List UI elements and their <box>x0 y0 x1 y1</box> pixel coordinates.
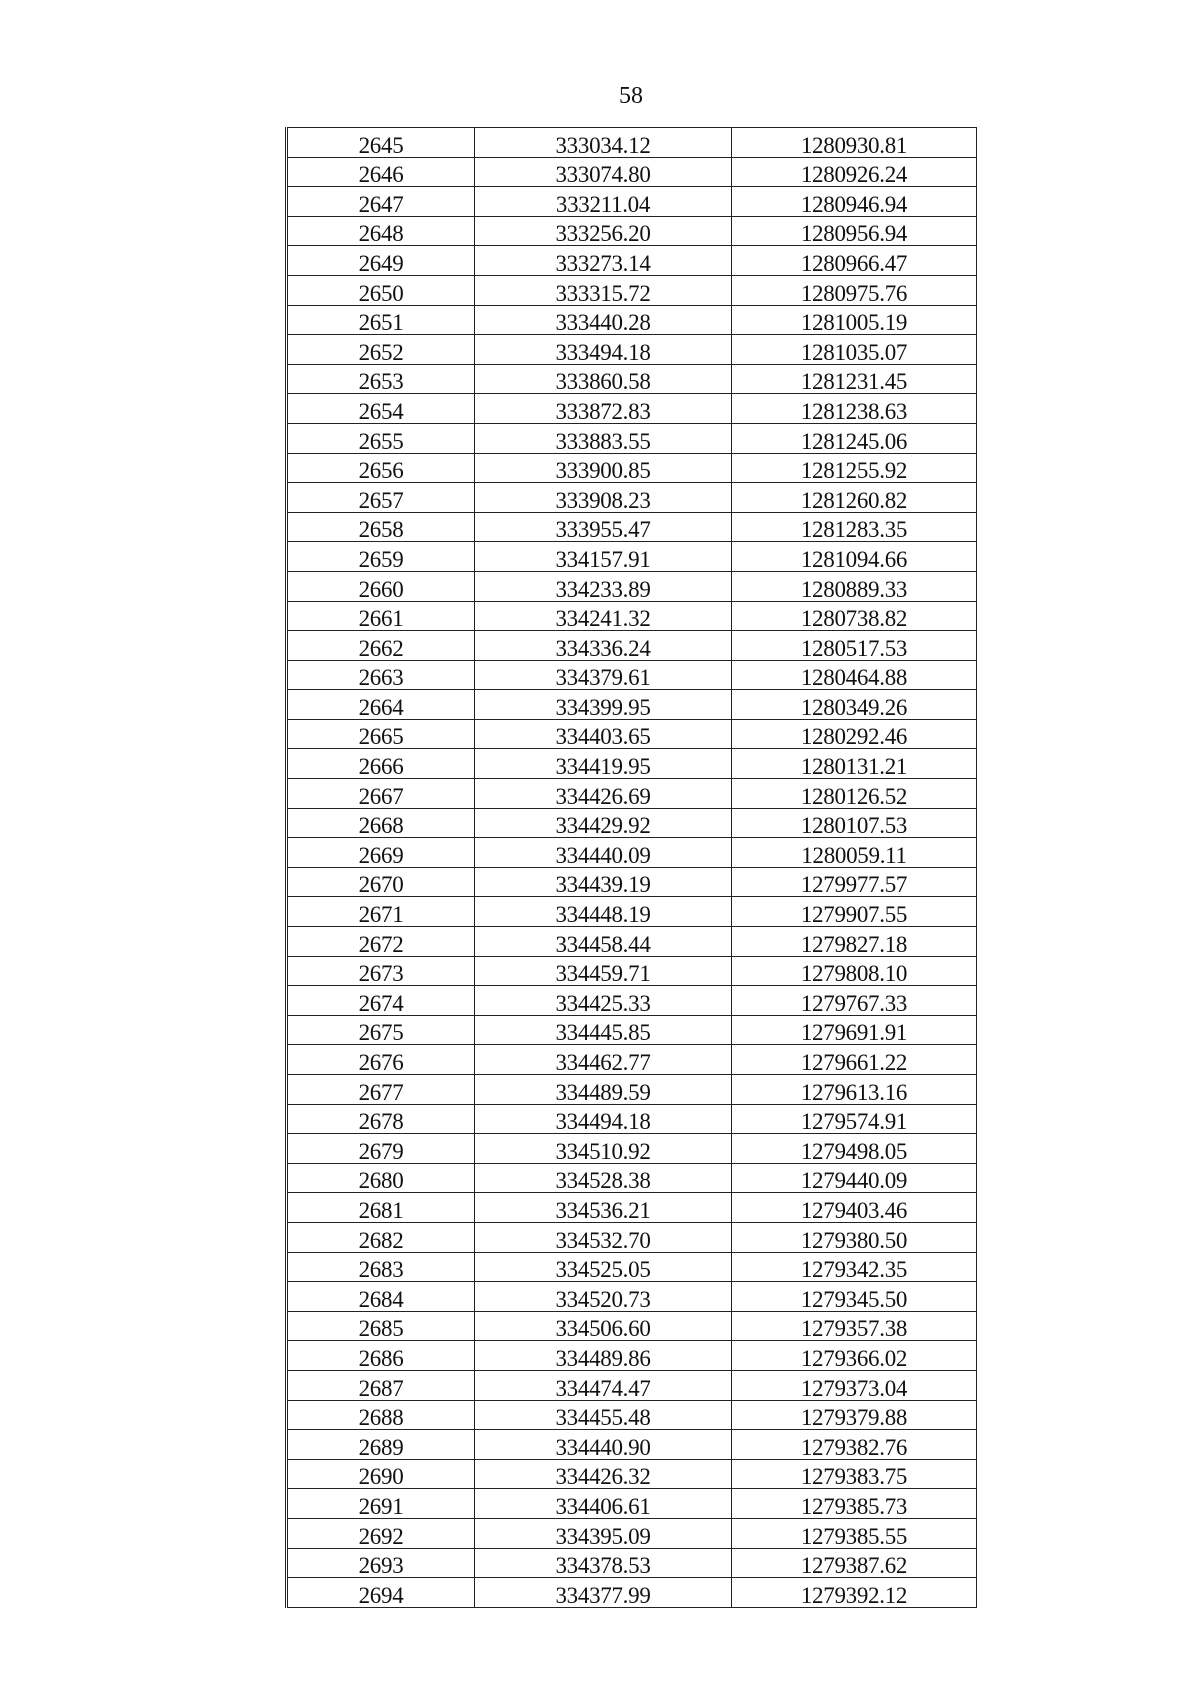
y-coordinate-cell: 1280292.46 <box>732 719 977 749</box>
point-number-cell: 2670 <box>287 867 475 897</box>
x-coordinate-cell: 334241.32 <box>475 601 732 631</box>
x-coordinate-cell: 333315.72 <box>475 275 732 305</box>
y-coordinate-cell: 1279661.22 <box>732 1045 977 1075</box>
x-coordinate-cell: 334379.61 <box>475 660 732 690</box>
point-number-cell: 2685 <box>287 1311 475 1341</box>
y-coordinate-cell: 1279380.50 <box>732 1222 977 1252</box>
x-coordinate-cell: 334425.33 <box>475 986 732 1016</box>
coordinates-table <box>285 127 977 1608</box>
x-coordinate-cell: 334528.38 <box>475 1163 732 1193</box>
y-coordinate-cell: 1279498.05 <box>732 1134 977 1164</box>
x-coordinate-cell: 334474.47 <box>475 1370 732 1400</box>
y-coordinate-cell: 1280956.94 <box>732 216 977 246</box>
x-coordinate-cell: 334403.65 <box>475 719 732 749</box>
y-coordinate-cell: 1279383.75 <box>732 1459 977 1489</box>
x-coordinate-cell: 334536.21 <box>475 1193 732 1223</box>
table-row <box>287 631 977 661</box>
point-number-cell: 2666 <box>287 749 475 779</box>
table-row <box>287 601 977 631</box>
table-row <box>287 1045 977 1075</box>
x-coordinate-cell: 334395.09 <box>475 1518 732 1548</box>
point-number-cell: 2686 <box>287 1341 475 1371</box>
x-coordinate-cell: 333034.12 <box>475 128 732 158</box>
x-coordinate-cell: 333908.23 <box>475 483 732 513</box>
y-coordinate-cell: 1279382.76 <box>732 1430 977 1460</box>
point-number-cell: 2662 <box>287 631 475 661</box>
y-coordinate-cell: 1279403.46 <box>732 1193 977 1223</box>
y-coordinate-cell: 1279379.88 <box>732 1400 977 1430</box>
y-coordinate-cell: 1279907.55 <box>732 897 977 927</box>
point-number-cell: 2658 <box>287 512 475 542</box>
table-row <box>287 305 977 335</box>
y-coordinate-cell: 1281245.06 <box>732 423 977 453</box>
point-number-cell: 2677 <box>287 1075 475 1105</box>
table-row <box>287 275 977 305</box>
table-row <box>287 1193 977 1223</box>
table-row <box>287 1341 977 1371</box>
y-coordinate-cell: 1281094.66 <box>732 542 977 572</box>
x-coordinate-cell: 334419.95 <box>475 749 732 779</box>
y-coordinate-cell: 1280926.24 <box>732 157 977 187</box>
table-row <box>287 1134 977 1164</box>
x-coordinate-cell: 333860.58 <box>475 364 732 394</box>
y-coordinate-cell: 1279357.38 <box>732 1311 977 1341</box>
y-coordinate-cell: 1281283.35 <box>732 512 977 542</box>
point-number-cell: 2663 <box>287 660 475 690</box>
x-coordinate-cell: 334494.18 <box>475 1104 732 1134</box>
x-coordinate-cell: 334462.77 <box>475 1045 732 1075</box>
x-coordinate-cell: 334439.19 <box>475 867 732 897</box>
table-row <box>287 1163 977 1193</box>
point-number-cell: 2669 <box>287 838 475 868</box>
table-row <box>287 808 977 838</box>
x-coordinate-cell: 334448.19 <box>475 897 732 927</box>
table-row <box>287 1459 977 1489</box>
point-number-cell: 2650 <box>287 275 475 305</box>
point-number-cell: 2684 <box>287 1282 475 1312</box>
point-number-cell: 2673 <box>287 956 475 986</box>
x-coordinate-cell: 334399.95 <box>475 690 732 720</box>
y-coordinate-cell: 1280126.52 <box>732 779 977 809</box>
x-coordinate-cell: 334532.70 <box>475 1222 732 1252</box>
table-row <box>287 157 977 187</box>
x-coordinate-cell: 334455.48 <box>475 1400 732 1430</box>
x-coordinate-cell: 333256.20 <box>475 216 732 246</box>
point-number-cell: 2683 <box>287 1252 475 1282</box>
x-coordinate-cell: 334506.60 <box>475 1311 732 1341</box>
point-number-cell: 2656 <box>287 453 475 483</box>
point-number-cell: 2661 <box>287 601 475 631</box>
table-row <box>287 660 977 690</box>
x-coordinate-cell: 333273.14 <box>475 246 732 276</box>
table-row <box>287 1282 977 1312</box>
table-row <box>287 838 977 868</box>
table-row <box>287 246 977 276</box>
y-coordinate-cell: 1279387.62 <box>732 1548 977 1578</box>
table-row <box>287 719 977 749</box>
y-coordinate-cell: 1281260.82 <box>732 483 977 513</box>
x-coordinate-cell: 333900.85 <box>475 453 732 483</box>
point-number-cell: 2691 <box>287 1489 475 1519</box>
table-row <box>287 1578 977 1608</box>
table-row <box>287 216 977 246</box>
x-coordinate-cell: 334458.44 <box>475 927 732 957</box>
y-coordinate-cell: 1280131.21 <box>732 749 977 779</box>
table-row <box>287 1252 977 1282</box>
point-number-cell: 2675 <box>287 1015 475 1045</box>
point-number-cell: 2655 <box>287 423 475 453</box>
x-coordinate-cell: 333955.47 <box>475 512 732 542</box>
page-number: 58 <box>619 83 643 109</box>
x-coordinate-cell: 334426.32 <box>475 1459 732 1489</box>
point-number-cell: 2645 <box>287 128 475 158</box>
table-row <box>287 956 977 986</box>
y-coordinate-cell: 1280738.82 <box>732 601 977 631</box>
table-row <box>287 986 977 1016</box>
point-number-cell: 2689 <box>287 1430 475 1460</box>
y-coordinate-cell: 1279574.91 <box>732 1104 977 1134</box>
point-number-cell: 2648 <box>287 216 475 246</box>
y-coordinate-cell: 1281238.63 <box>732 394 977 424</box>
y-coordinate-cell: 1279613.16 <box>732 1075 977 1105</box>
table-row <box>287 1489 977 1519</box>
table-row <box>287 364 977 394</box>
point-number-cell: 2652 <box>287 335 475 365</box>
point-number-cell: 2665 <box>287 719 475 749</box>
y-coordinate-cell: 1279373.04 <box>732 1370 977 1400</box>
x-coordinate-cell: 333440.28 <box>475 305 732 335</box>
point-number-cell: 2647 <box>287 187 475 217</box>
point-number-cell: 2649 <box>287 246 475 276</box>
x-coordinate-cell: 334445.85 <box>475 1015 732 1045</box>
table-row <box>287 335 977 365</box>
point-number-cell: 2678 <box>287 1104 475 1134</box>
table-row <box>287 927 977 957</box>
table-row <box>287 1430 977 1460</box>
table-row <box>287 394 977 424</box>
y-coordinate-cell: 1280349.26 <box>732 690 977 720</box>
table-row <box>287 187 977 217</box>
point-number-cell: 2693 <box>287 1548 475 1578</box>
table-row <box>287 1104 977 1134</box>
y-coordinate-cell: 1281255.92 <box>732 453 977 483</box>
table-row <box>287 1548 977 1578</box>
point-number-cell: 2679 <box>287 1134 475 1164</box>
point-number-cell: 2660 <box>287 571 475 601</box>
point-number-cell: 2674 <box>287 986 475 1016</box>
x-coordinate-cell: 334426.69 <box>475 779 732 809</box>
y-coordinate-cell: 1280930.81 <box>732 128 977 158</box>
x-coordinate-cell: 333494.18 <box>475 335 732 365</box>
x-coordinate-cell: 334377.99 <box>475 1578 732 1608</box>
table-row <box>287 571 977 601</box>
table-row <box>287 1311 977 1341</box>
x-coordinate-cell: 334525.05 <box>475 1252 732 1282</box>
point-number-cell: 2659 <box>287 542 475 572</box>
point-number-cell: 2646 <box>287 157 475 187</box>
y-coordinate-cell: 1281005.19 <box>732 305 977 335</box>
point-number-cell: 2664 <box>287 690 475 720</box>
x-coordinate-cell: 334406.61 <box>475 1489 732 1519</box>
table-row <box>287 690 977 720</box>
y-coordinate-cell: 1279392.12 <box>732 1578 977 1608</box>
x-coordinate-cell: 334429.92 <box>475 808 732 838</box>
y-coordinate-cell: 1280059.11 <box>732 838 977 868</box>
x-coordinate-cell: 334336.24 <box>475 631 732 661</box>
point-number-cell: 2654 <box>287 394 475 424</box>
y-coordinate-cell: 1279366.02 <box>732 1341 977 1371</box>
table-row <box>287 1400 977 1430</box>
x-coordinate-cell: 334440.09 <box>475 838 732 868</box>
y-coordinate-cell: 1279385.55 <box>732 1518 977 1548</box>
table-row <box>287 512 977 542</box>
point-number-cell: 2651 <box>287 305 475 335</box>
table-row <box>287 483 977 513</box>
x-coordinate-cell: 334489.86 <box>475 1341 732 1371</box>
point-number-cell: 2687 <box>287 1370 475 1400</box>
point-number-cell: 2668 <box>287 808 475 838</box>
x-coordinate-cell: 333872.83 <box>475 394 732 424</box>
y-coordinate-cell: 1279808.10 <box>732 956 977 986</box>
table-row <box>287 423 977 453</box>
point-number-cell: 2671 <box>287 897 475 927</box>
table-row <box>287 749 977 779</box>
point-number-cell: 2688 <box>287 1400 475 1430</box>
point-number-cell: 2676 <box>287 1045 475 1075</box>
y-coordinate-cell: 1279345.50 <box>732 1282 977 1312</box>
point-number-cell: 2692 <box>287 1518 475 1548</box>
y-coordinate-cell: 1280889.33 <box>732 571 977 601</box>
table-row <box>287 1518 977 1548</box>
x-coordinate-cell: 334520.73 <box>475 1282 732 1312</box>
point-number-cell: 2667 <box>287 779 475 809</box>
point-number-cell: 2690 <box>287 1459 475 1489</box>
y-coordinate-cell: 1279827.18 <box>732 927 977 957</box>
x-coordinate-cell: 334233.89 <box>475 571 732 601</box>
x-coordinate-cell: 333211.04 <box>475 187 732 217</box>
y-coordinate-cell: 1280107.53 <box>732 808 977 838</box>
point-number-cell: 2682 <box>287 1222 475 1252</box>
x-coordinate-cell: 334489.59 <box>475 1075 732 1105</box>
table-row <box>287 897 977 927</box>
y-coordinate-cell: 1281035.07 <box>732 335 977 365</box>
x-coordinate-cell: 334459.71 <box>475 956 732 986</box>
table-row <box>287 128 977 158</box>
table-row <box>287 1222 977 1252</box>
y-coordinate-cell: 1279440.09 <box>732 1163 977 1193</box>
x-coordinate-cell: 334378.53 <box>475 1548 732 1578</box>
table-row <box>287 779 977 809</box>
y-coordinate-cell: 1280946.94 <box>732 187 977 217</box>
y-coordinate-cell: 1280975.76 <box>732 275 977 305</box>
y-coordinate-cell: 1281231.45 <box>732 364 977 394</box>
y-coordinate-cell: 1279691.91 <box>732 1015 977 1045</box>
point-number-cell: 2653 <box>287 364 475 394</box>
table-row <box>287 453 977 483</box>
x-coordinate-cell: 334157.91 <box>475 542 732 572</box>
table-row <box>287 1370 977 1400</box>
point-number-cell: 2694 <box>287 1578 475 1608</box>
y-coordinate-cell: 1279342.35 <box>732 1252 977 1282</box>
y-coordinate-cell: 1280966.47 <box>732 246 977 276</box>
y-coordinate-cell: 1280464.88 <box>732 660 977 690</box>
y-coordinate-cell: 1279767.33 <box>732 986 977 1016</box>
x-coordinate-cell: 334510.92 <box>475 1134 732 1164</box>
table-row <box>287 1015 977 1045</box>
x-coordinate-cell: 334440.90 <box>475 1430 732 1460</box>
point-number-cell: 2680 <box>287 1163 475 1193</box>
point-number-cell: 2672 <box>287 927 475 957</box>
x-coordinate-cell: 333074.80 <box>475 157 732 187</box>
coordinates-table-body <box>287 128 977 1608</box>
y-coordinate-cell: 1279385.73 <box>732 1489 977 1519</box>
point-number-cell: 2657 <box>287 483 475 513</box>
table-row <box>287 542 977 572</box>
table-row <box>287 1075 977 1105</box>
y-coordinate-cell: 1280517.53 <box>732 631 977 661</box>
y-coordinate-cell: 1279977.57 <box>732 867 977 897</box>
point-number-cell: 2681 <box>287 1193 475 1223</box>
table-row <box>287 867 977 897</box>
x-coordinate-cell: 333883.55 <box>475 423 732 453</box>
